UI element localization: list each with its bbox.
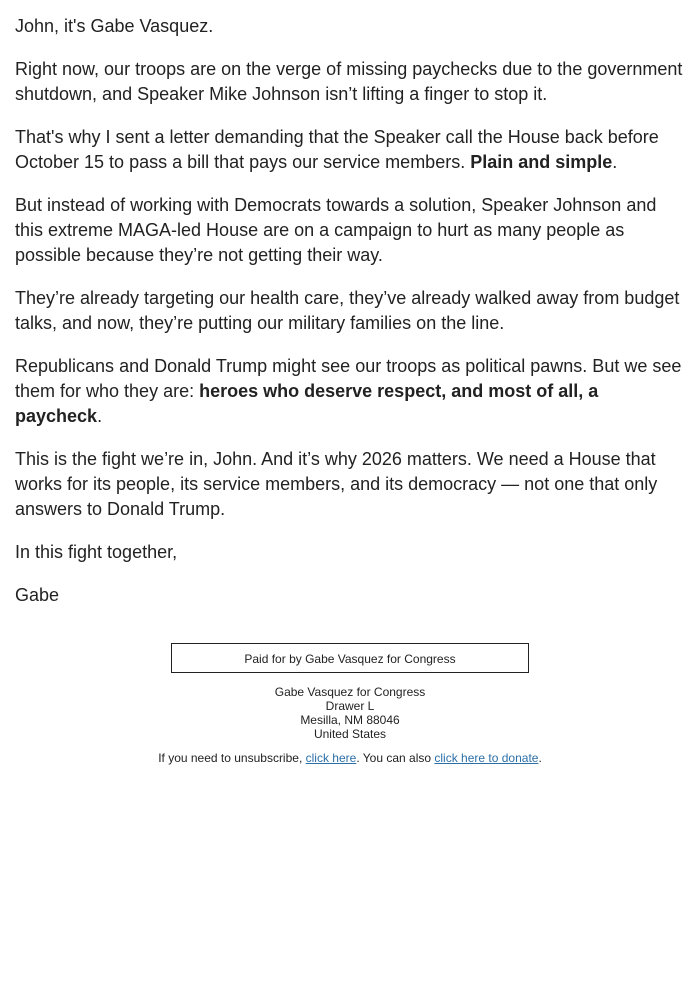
address-line-1: Gabe Vasquez for Congress xyxy=(274,685,426,699)
greeting: John, it's Gabe Vasquez. xyxy=(15,16,214,36)
paragraph-5 xyxy=(15,354,687,429)
address-line-3: Mesilla, NM 88046 xyxy=(300,713,400,727)
address-line-2: Drawer L xyxy=(325,699,375,713)
paragraph-2-text: That's why I sent a letter demanding that the Speaker call the House back before October 15 to pass a bill that pays our service members. xyxy=(15,127,659,172)
paragraph-2-bold: Plain and simple xyxy=(470,152,613,172)
address-line-4: United States xyxy=(313,727,387,741)
paragraph-5-bold: heroes who deserve respect, and most of all, a paycheck xyxy=(15,381,599,426)
paragraph-6: This is the fight we’re in, John. And it’s why 2026 matters. We need a House that works for its people, its service members, and its democracy — not one that only answers to Donald Trump. xyxy=(15,449,658,519)
paragraph-5-end: . xyxy=(97,406,103,426)
unsubscribe-line xyxy=(0,751,700,765)
email-body xyxy=(15,14,687,626)
unsubscribe-middle: . You can also xyxy=(356,751,435,765)
paragraph-3: But instead of working with Democrats towards a solution, Speaker Johnson and this extreme MAGA-led House are on a campaign to hurt as many people as possible because they’re not getting their way. xyxy=(15,195,657,265)
paragraph-1: Right now, our troops are on the verge of missing paychecks due to the government shutdown, and Speaker Mike Johnson isn’t lifting a finger to stop it. xyxy=(15,59,683,104)
paragraph-2-end: . xyxy=(612,152,618,172)
unsubscribe-link[interactable]: click here xyxy=(305,751,357,765)
unsubscribe-end: . xyxy=(538,751,542,765)
unsubscribe-prefix: If you need to unsubscribe, xyxy=(158,751,306,765)
email-footer xyxy=(0,643,700,765)
paragraph-4: They’re already targeting our health care, they’ve already walked away from budget talks, and now, they’re putting our military families on the line. xyxy=(15,288,680,333)
mailing-address xyxy=(0,685,700,741)
donate-link[interactable]: click here to donate xyxy=(434,751,539,765)
closing: In this fight together, xyxy=(15,542,178,562)
paragraph-2 xyxy=(15,125,687,175)
paid-for-disclaimer: Paid for by Gabe Vasquez for Congress xyxy=(171,643,529,673)
paragraph-5-text: Republicans and Donald Trump might see our troops as political pawns. But we see them for who they are: xyxy=(15,356,682,401)
signature: Gabe xyxy=(15,585,60,605)
